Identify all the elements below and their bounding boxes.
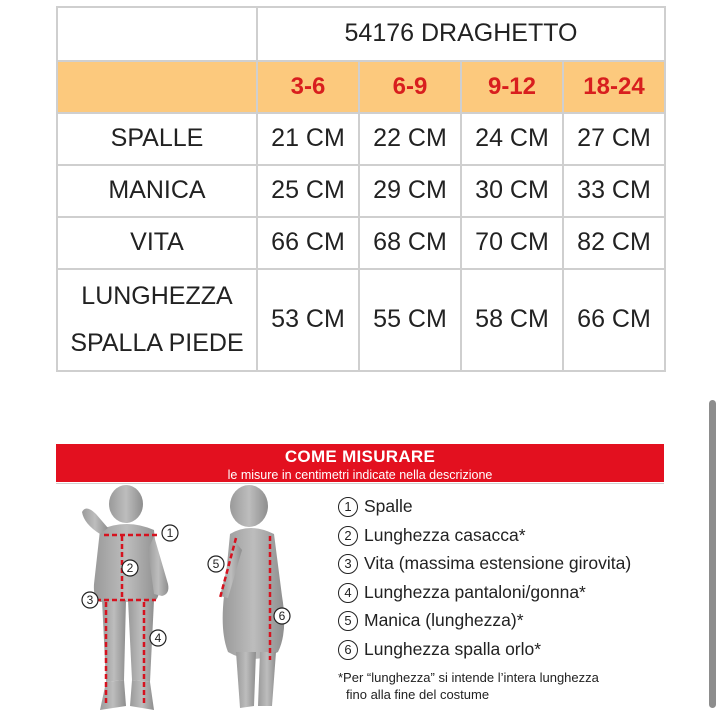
cell-value: 58 CM — [461, 269, 563, 371]
measurement-figures — [56, 484, 356, 726]
legend-number: 4 — [338, 583, 358, 603]
legend-text: Lunghezza pantaloni/gonna* — [364, 581, 586, 602]
cell-value: 66 CM — [563, 269, 665, 371]
row-label-line: LUNGHEZZA — [81, 281, 233, 310]
size-header: 9-12 — [461, 61, 563, 113]
cell-value: 21 CM — [257, 113, 359, 165]
cell-value: 27 CM — [563, 113, 665, 165]
cell-value: 82 CM — [563, 217, 665, 269]
table-row — [57, 217, 665, 269]
marker-3: 3 — [86, 593, 94, 607]
list-item — [338, 492, 668, 521]
measure-guide — [56, 444, 664, 726]
row-label: VITA — [57, 217, 257, 269]
legend-text: Spalle — [364, 496, 413, 516]
marker-6: 6 — [278, 609, 286, 623]
table-row — [57, 269, 665, 371]
marker-4: 4 — [154, 631, 162, 645]
cell-value: 29 CM — [359, 165, 461, 217]
cell-value: 25 CM — [257, 165, 359, 217]
cell-value: 22 CM — [359, 113, 461, 165]
legend-text: Lunghezza spalla orlo* — [364, 638, 542, 659]
legend-number: 3 — [338, 554, 358, 574]
cell-value: 24 CM — [461, 113, 563, 165]
list-item — [338, 549, 668, 578]
cell-value: 66 CM — [257, 217, 359, 269]
legend-number: 6 — [338, 640, 358, 660]
child-side-figure — [220, 485, 284, 708]
marker-5: 5 — [212, 557, 220, 571]
length-note — [338, 669, 668, 703]
product-title: 54176 DRAGHETTO — [257, 7, 665, 61]
size-header: 3-6 — [257, 61, 359, 113]
table-row — [57, 165, 665, 217]
legend-number: 2 — [338, 526, 358, 546]
scrollbar[interactable] — [709, 400, 716, 708]
cell-value: 30 CM — [461, 165, 563, 217]
table-row — [57, 113, 665, 165]
cell-value: 33 CM — [563, 165, 665, 217]
cell-value: 55 CM — [359, 269, 461, 371]
legend-text: Manica (lunghezza)* — [364, 610, 524, 630]
cell-value: 68 CM — [359, 217, 461, 269]
legend-number: 5 — [338, 611, 358, 631]
corner-cell — [57, 7, 257, 61]
row-label — [57, 269, 257, 371]
legend-number: 1 — [338, 497, 358, 517]
size-header-row — [57, 61, 665, 113]
list-item — [338, 635, 668, 664]
guide-header — [56, 444, 664, 482]
size-header: 6-9 — [359, 61, 461, 113]
marker-1: 1 — [166, 526, 174, 540]
row-label: SPALLE — [57, 113, 257, 165]
marker-2: 2 — [126, 561, 134, 575]
list-item — [338, 578, 668, 607]
cell-value: 70 CM — [461, 217, 563, 269]
size-header: 18-24 — [563, 61, 665, 113]
row-label-line: SPALLA PIEDE — [70, 329, 244, 357]
note-line: fino alla fine del costume — [346, 687, 490, 702]
guide-subtitle: le misure in centimetri indicate nella descrizione — [227, 468, 493, 482]
measure-legend — [338, 492, 668, 663]
size-table — [56, 6, 666, 372]
list-item — [338, 521, 668, 550]
guide-title: COME MISURARE — [284, 447, 436, 466]
cell-value: 53 CM — [257, 269, 359, 371]
row-label: MANICA — [57, 165, 257, 217]
size-header-blank — [57, 61, 257, 113]
list-item — [338, 606, 668, 635]
legend-text: Vita (massima estensione girovita) — [364, 553, 632, 573]
note-line: *Per “lunghezza” si intende l’intera lunghezza — [338, 670, 599, 685]
legend-text: Lunghezza casacca* — [364, 524, 526, 545]
